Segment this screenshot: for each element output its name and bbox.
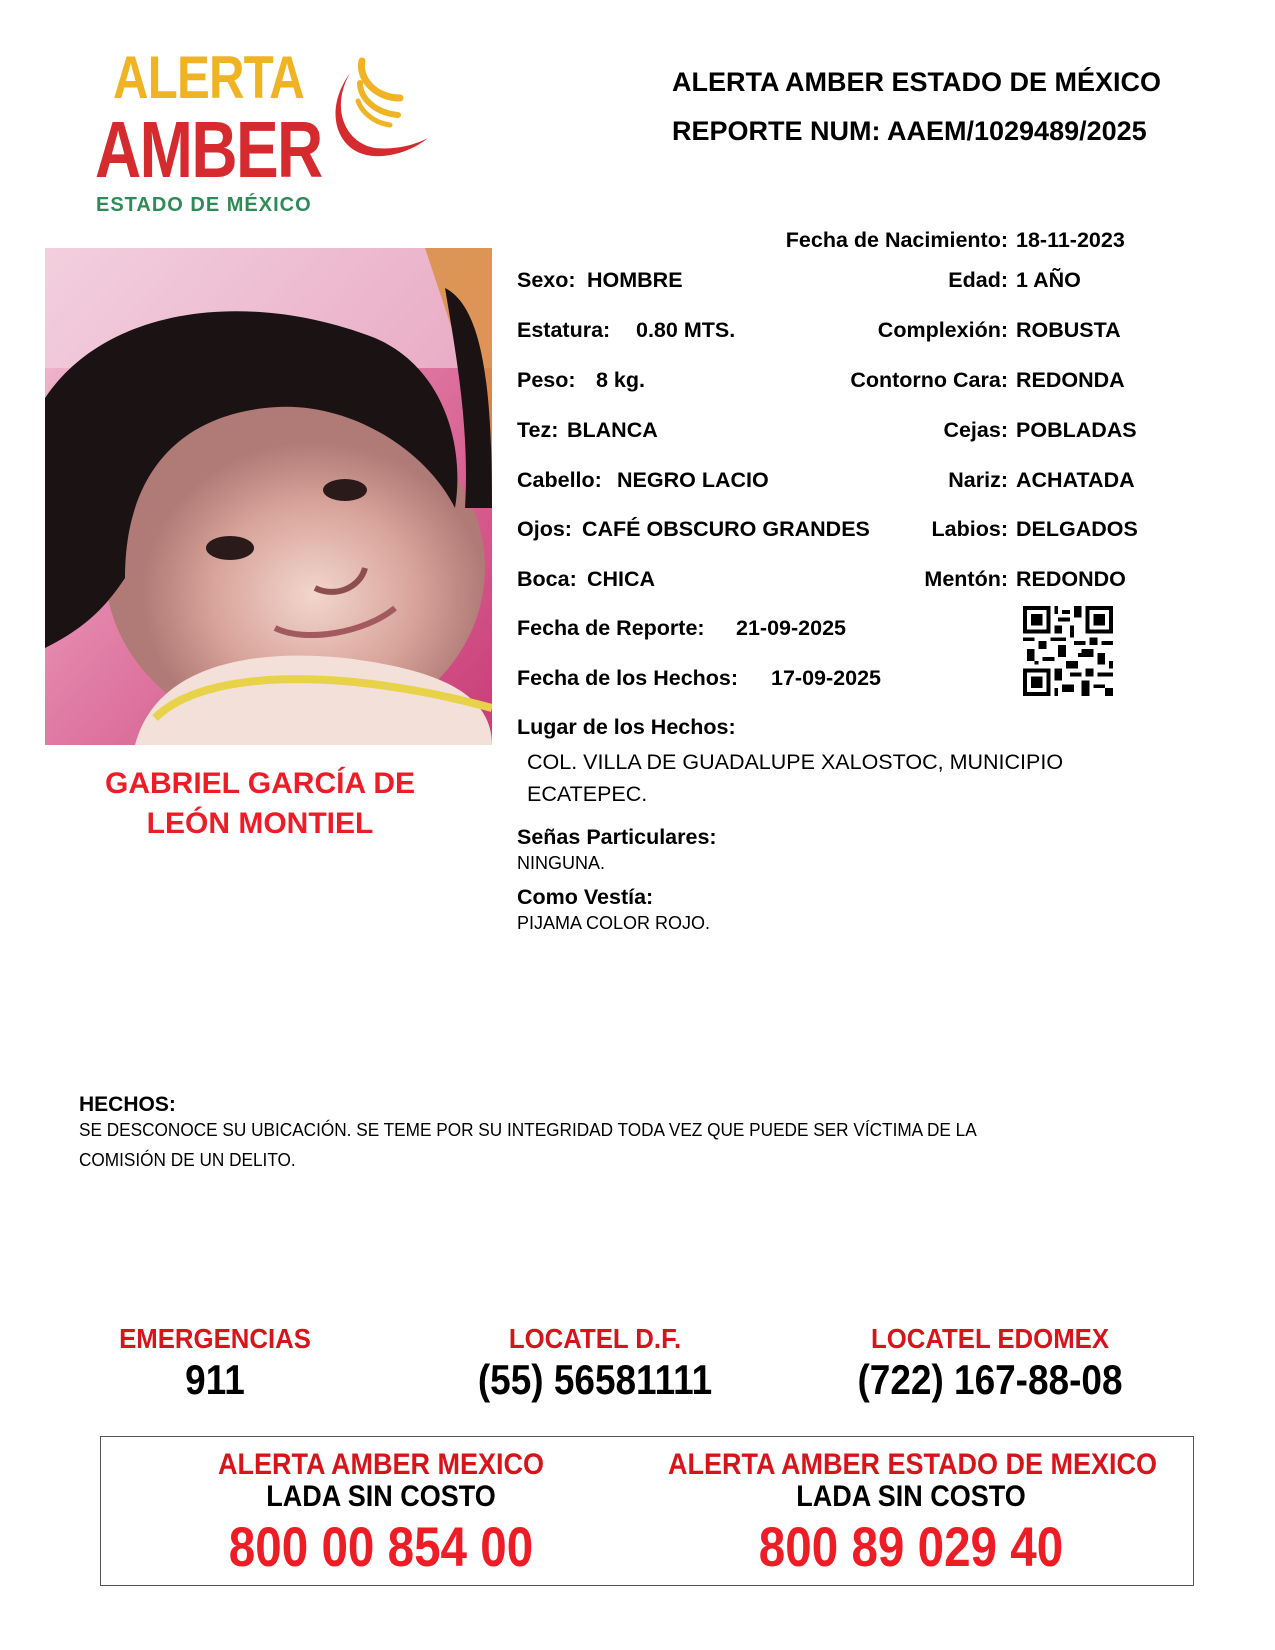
value-complexion: ROBUSTA [1016, 318, 1121, 342]
contact-number[interactable]: 911 [185, 1356, 245, 1403]
hotline-label: ALERTA AMBER ESTADO DE MEXICO [668, 1448, 1158, 1481]
label-contorno-cara: Contorno Cara: [850, 368, 1008, 392]
label-boca: Boca: [517, 567, 577, 591]
value-edad: 1 AÑO [1016, 268, 1081, 292]
qr-code-icon[interactable] [1022, 606, 1114, 696]
value-cabello: NEGRO LACIO [617, 468, 769, 492]
value-fecha-hechos: 17-09-2025 [771, 666, 881, 690]
hotline-sub: LADA SIN COSTO [266, 1480, 496, 1513]
label-lugar-hechos: Lugar de los Hechos: [517, 715, 736, 739]
label-menton: Mentón: [924, 567, 1008, 591]
missing-person-photo [45, 248, 492, 745]
contact-label: LOCATEL D.F. [508, 1323, 682, 1354]
alerta-amber-logo [95, 44, 425, 218]
hotline-edomex [641, 1449, 1181, 1577]
contact-number[interactable]: (55) 56581111 [477, 1356, 713, 1403]
contact-locatel-df [420, 1323, 770, 1403]
value-nariz: ACHATADA [1016, 468, 1135, 492]
label-fecha-hechos: Fecha de los Hechos: [517, 666, 739, 690]
hotline-number[interactable]: 800 89 029 40 [758, 1515, 1064, 1578]
label-fecha-reporte: Fecha de Reporte: [517, 616, 705, 640]
label-cabello: Cabello: [517, 468, 602, 492]
logo-signal-icon [320, 53, 430, 173]
value-como-vestia: PIJAMA COLOR ROJO. [517, 913, 711, 933]
label-estatura: Estatura: [517, 318, 611, 342]
label-fecha-nacimiento: Fecha de Nacimiento: [785, 228, 1008, 252]
label-tez: Tez: [517, 418, 559, 442]
hotline-number[interactable]: 800 00 854 00 [228, 1515, 534, 1578]
value-peso: 8 kg. [596, 368, 645, 392]
contact-number[interactable]: (722) 167-88-08 [857, 1356, 1123, 1403]
value-senas: NINGUNA. [517, 853, 606, 873]
value-fecha-nacimiento: 18-11-2023 [1016, 228, 1125, 252]
value-hechos-line2: COMISIÓN DE UN DELITO. [79, 1149, 296, 1170]
value-menton: REDONDO [1016, 567, 1126, 591]
person-name-line1: GABRIEL GARCÍA DE [104, 767, 416, 800]
value-cejas: POBLADAS [1016, 418, 1137, 442]
value-boca: CHICA [587, 567, 656, 591]
contact-locatel-edomex [820, 1323, 1160, 1403]
value-estatura: 0.80 MTS. [636, 318, 736, 342]
value-ojos: CAFÉ OBSCURO GRANDES [582, 517, 870, 541]
value-lugar-line2: ECATEPEC. [527, 782, 648, 806]
logo-estado-text: ESTADO DE MÉXICO [96, 194, 312, 216]
label-peso: Peso: [517, 368, 576, 392]
value-lugar-line1: COL. VILLA DE GUADALUPE XALOSTOC, MUNICIPIO [527, 750, 1064, 774]
label-hechos: HECHOS: [79, 1093, 176, 1116]
contact-label: LOCATEL EDOMEX [870, 1323, 1110, 1354]
logo-alerta-text: ALERTA [113, 44, 304, 111]
hotline-mexico [111, 1449, 651, 1577]
label-como-vestia: Como Vestía: [517, 885, 654, 909]
label-nariz: Nariz: [948, 468, 1008, 492]
label-complexion: Complexión: [877, 318, 1008, 342]
value-hechos-line1: SE DESCONOCE SU UBICACIÓN. SE TEME POR SU INTEGRIDAD TODA VEZ QUE PUEDE SER VÍCTIMA DE LA [79, 1119, 977, 1140]
person-name-line2: LEÓN MONTIEL [146, 807, 374, 840]
hotline-sub: LADA SIN COSTO [796, 1480, 1026, 1513]
contact-label: EMERGENCIAS [119, 1323, 311, 1354]
label-sexo: Sexo: [517, 268, 576, 292]
label-labios: Labios: [931, 517, 1008, 541]
value-labios: DELGADOS [1016, 517, 1138, 541]
label-cejas: Cejas: [943, 418, 1008, 442]
value-fecha-reporte: 21-09-2025 [736, 616, 846, 640]
value-sexo: HOMBRE [587, 268, 683, 292]
contact-emergencias [65, 1323, 365, 1403]
label-edad: Edad: [948, 268, 1008, 292]
value-contorno-cara: REDONDA [1016, 368, 1125, 392]
hotline-label: ALERTA AMBER MEXICO [218, 1448, 544, 1481]
label-ojos: Ojos: [517, 517, 572, 541]
label-senas: Señas Particulares: [517, 825, 717, 849]
header-title: ALERTA AMBER ESTADO DE MÉXICO [672, 67, 1162, 97]
value-tez: BLANCA [567, 418, 658, 442]
logo-amber-text: AMBER [95, 105, 322, 194]
report-number: REPORTE NUM: AAEM/1029489/2025 [672, 116, 1147, 146]
hotline-box [100, 1436, 1194, 1586]
